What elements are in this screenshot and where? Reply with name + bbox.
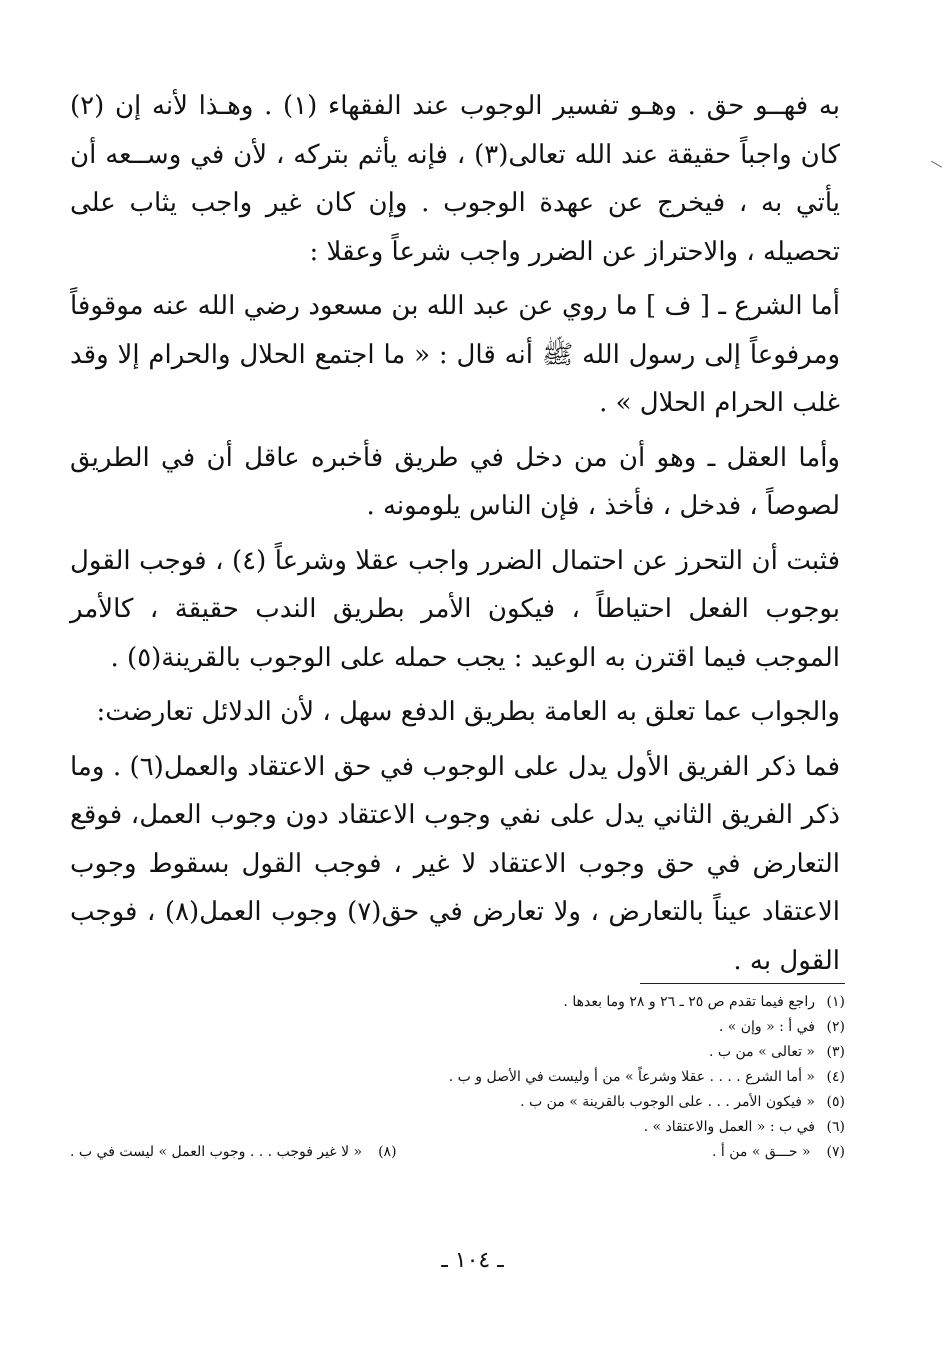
footnote-2 (70, 1015, 845, 1040)
paragraph-6: فما ذكر الفريق الأول يدل على الوجوب في حق الاعتقاد والعمل(٦) . وما ذكر الفريق الثاني يدل على نفي وجوب الاعتقاد دون وجوب العمل، فوقع التعارض في حق وجوب الاعتقاد لا غير ، فوجب القول بسقوط وجوب الاعتقاد عيناً بالتعارض ، ولا تعارض في حق(٧) وجوب العمل(٨) ، فوجب القول به . (70, 751, 841, 976)
paragraph-1: به فهــو حق . وهـو تفسير الوجوب عند الفقهاء (١) . وهـذا لأنه إن (٢) كان واجباً حقيقة عند الله تعالى(٣) ، فإنه يأثم بتركه ، لأن في وســعه أن يأتي به ، فيخرج عن عهدة الوجوب . وإن كان غير واجب يثاب على تحصيله ، والاحتراز عن الضرر واجب شرعاً وعقلا : (70, 91, 840, 267)
footnote-text: « أما الشرع . . . . عقلا وشرعاً » من أ وليست في الأصل و ب . (448, 1069, 815, 1085)
footnote-1 (70, 990, 845, 1015)
footnote-text: « تعالى » من ب . (708, 1044, 815, 1060)
paragraph-3: وأما العقل ـ وهو أن من دخل في طريق فأخبره عاقل أن في الطريق لصوصاً ، فدخل ، فأخذ ، فإن الناس يلومونه . (70, 442, 840, 521)
footnote-number: (٦) (826, 1119, 845, 1135)
page-number: ـ ١٠٤ ـ (441, 1248, 504, 1273)
footnote-8 (70, 1140, 397, 1165)
footnote-number: (٧) (826, 1144, 845, 1160)
footnote-4 (70, 1065, 845, 1090)
footnote-number: (٢) (826, 1019, 845, 1035)
footnote-number: (٤) (826, 1069, 845, 1085)
footnote-7 (475, 1140, 845, 1165)
footnote-5 (70, 1090, 845, 1115)
footnote-text: في أ : « وإن » . (718, 1019, 815, 1035)
main-text-block (70, 82, 840, 991)
footnote-text: « لا غير فوجب . . . وجوب العمل » ليست في ب . (70, 1144, 363, 1160)
footnote-number: (١) (826, 994, 845, 1010)
footnote-text: في ب : « العمل والاعتقاد » . (643, 1119, 815, 1135)
footnote-6 (70, 1115, 845, 1140)
footnote-text: « حـــق » من أ . (712, 1144, 811, 1160)
paragraph-5: والجواب عما تعلق به العامة بطريق الدفع سهل ، لأن الدلائل تعارضت: (96, 697, 840, 727)
scan-edge-mark (926, 161, 942, 177)
footnote-pair-7-8 (70, 1140, 845, 1165)
footnote-number: (٥) (826, 1094, 845, 1110)
paragraph-2: أما الشرع ـ [ ف ] ما روي عن عبد الله بن مسعود رضي الله عنه موقوفاً ومرفوعاً إلى رسول الله ﷺ أنه قال : « ما اجتمع الحلال والحرام إلا وقد غلب الحرام الحلال » . (70, 291, 840, 418)
footnote-3 (70, 1040, 845, 1065)
footnotes-block (70, 990, 845, 1165)
footnote-number: (٨) (378, 1144, 397, 1160)
footnote-separator (640, 983, 845, 984)
footnote-text: راجع فيما تقدم ص ٢٥ ـ ٢٦ و ٢٨ وما بعدها . (563, 994, 815, 1010)
footnote-number: (٣) (826, 1044, 845, 1060)
paragraph-4: فثبت أن التحرز عن احتمال الضرر واجب عقلا وشرعاً (٤) ، فوجب القول بوجوب الفعل احتياطاً ، فيكون الأمر بطريق الندب حقيقة ، كالأمر الموجب فيما اقترن به الوعيد : يجب حمله على الوجوب بالقرينة(٥) . (70, 545, 840, 673)
footnote-text: « فيكون الأمر . . . على الوجوب بالقرينة » من ب . (520, 1094, 815, 1110)
